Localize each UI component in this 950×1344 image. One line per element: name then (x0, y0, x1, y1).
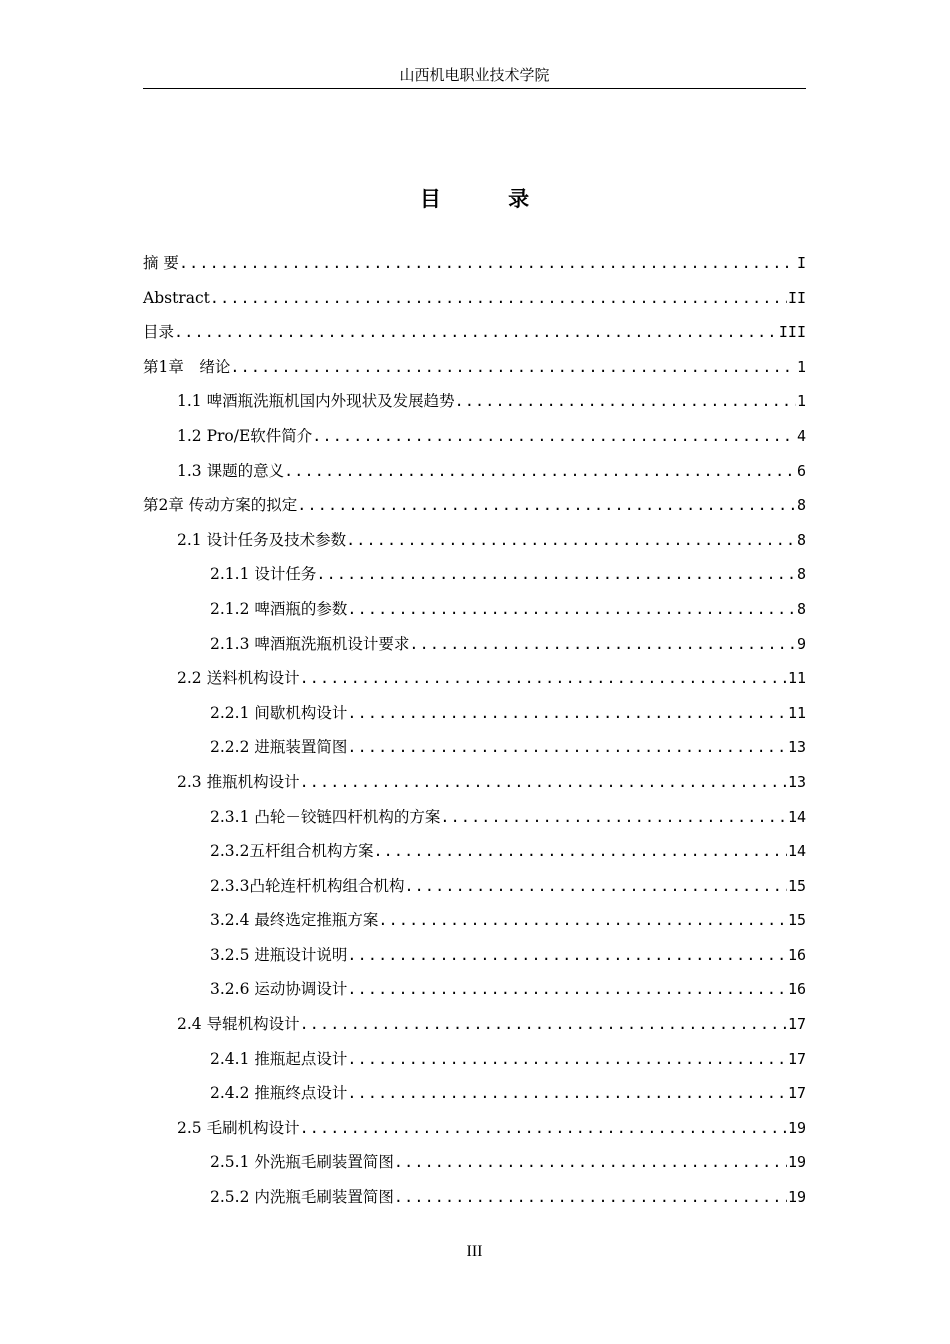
toc-entry-page-number: 16 (787, 980, 806, 999)
toc-entry[interactable] (143, 1076, 806, 1111)
toc-dot-leader (316, 557, 796, 592)
toc-entry-page-number: II (787, 288, 806, 307)
toc-entry[interactable] (143, 384, 806, 419)
toc-entry-title: 2.5.2 内洗瓶毛刷装置简图 (210, 1188, 394, 1207)
toc-entry-title: 第2章 传动方案的拟定 (143, 496, 298, 515)
toc-entry-page-number: 13 (787, 772, 806, 791)
toc-entry-title: Abstract (143, 288, 210, 307)
toc-entry-title: 2.3.2五杆组合机构方案 (210, 842, 374, 861)
toc-entry-title: 目录 (143, 323, 175, 342)
toc-entry-page-number: 11 (787, 669, 806, 688)
toc-dot-leader (347, 696, 787, 731)
toc-entry[interactable] (143, 834, 806, 869)
toc-entry-page-number: 8 (796, 530, 806, 549)
toc-dot-leader (300, 765, 787, 800)
toc-dot-leader (300, 1111, 787, 1146)
toc-entry-page-number: 19 (787, 1153, 806, 1172)
toc-dot-leader (373, 834, 786, 869)
toc-entry[interactable] (143, 869, 806, 904)
toc-entry-title: 3.2.6 运动协调设计 (210, 980, 348, 999)
toc-dot-leader (347, 972, 787, 1007)
toc-entry-title: 2.1 设计任务及技术参数 (177, 530, 347, 549)
toc-dot-leader (300, 661, 787, 696)
toc-dot-leader (455, 384, 796, 419)
toc-entry-page-number: 17 (787, 1015, 806, 1034)
toc-entry-page-number: 15 (787, 876, 806, 895)
toc-entry[interactable] (143, 1007, 806, 1042)
toc-entry-title: 2.3.3凸轮连杆机构组合机构 (210, 876, 405, 895)
toc-entry-title: 2.2 送料机构设计 (177, 669, 300, 688)
running-header (143, 64, 806, 89)
toc-entry-page-number: 6 (796, 461, 806, 480)
toc-dot-leader (440, 800, 787, 835)
toc-dot-leader (347, 938, 787, 973)
toc-dot-leader (347, 1076, 787, 1111)
toc-dot-leader (394, 1145, 787, 1180)
page-title: 目 录 (419, 187, 560, 211)
toc-entry[interactable] (143, 661, 806, 696)
toc-entry-title: 第1章 绪论 (143, 357, 231, 376)
toc-entry-title: 2.5.1 外洗瓶毛刷装置简图 (210, 1153, 394, 1172)
toc-entry-page-number: III (778, 323, 806, 342)
toc-entry-page-number: 13 (787, 738, 806, 757)
toc-entry-page-number: 14 (787, 842, 806, 861)
toc-dot-leader (347, 592, 796, 627)
toc-dot-leader (409, 627, 796, 662)
toc-entry[interactable] (143, 350, 806, 385)
toc-entry-page-number: 1 (796, 357, 806, 376)
toc-dot-leader (230, 350, 796, 385)
toc-entry-page-number: 16 (787, 945, 806, 964)
toc-dot-leader (210, 281, 787, 316)
toc-entry[interactable] (143, 281, 806, 316)
toc-entry[interactable] (143, 1145, 806, 1180)
toc-entry-page-number: 1 (796, 392, 806, 411)
toc-dot-leader (346, 523, 796, 558)
toc-entry-title: 摘 要 (143, 254, 179, 272)
toc-entry[interactable] (143, 1042, 806, 1077)
toc-entry-page-number: 8 (796, 599, 806, 618)
toc-dot-leader (347, 730, 787, 765)
toc-dot-leader (179, 246, 796, 281)
header-institution: 山西机电职业技术学院 (399, 66, 550, 84)
toc-dot-leader (297, 488, 796, 523)
toc-entry-title: 3.2.4 最终选定推瓶方案 (210, 911, 379, 930)
page-footer (143, 1243, 806, 1261)
toc-entry-page-number: 9 (796, 634, 806, 653)
toc-dot-leader (394, 1180, 787, 1215)
toc-entry-title: 2.1.3 啤酒瓶洗瓶机设计要求 (210, 634, 410, 653)
toc-entry-title: 2.2.2 进瓶装置简图 (210, 738, 348, 757)
toc-entry[interactable] (143, 730, 806, 765)
toc-entry-page-number: 15 (787, 911, 806, 930)
toc-entry[interactable] (143, 1180, 806, 1215)
toc-entry[interactable] (143, 592, 806, 627)
toc-entry-title: 2.1.2 啤酒瓶的参数 (210, 599, 348, 618)
toc-entry-page-number: 8 (796, 496, 806, 515)
toc-entry[interactable] (143, 315, 806, 350)
toc-dot-leader (300, 1007, 787, 1042)
toc-entry-page-number: I (796, 254, 806, 272)
toc-dot-leader (404, 869, 786, 904)
toc-entry[interactable] (143, 765, 806, 800)
toc-entry-title: 2.4.2 推瓶终点设计 (210, 1084, 348, 1103)
toc-entry-title: 2.4.1 推瓶起点设计 (210, 1049, 348, 1068)
toc-entry-page-number: 19 (787, 1118, 806, 1137)
toc-entry-title: 2.3 推瓶机构设计 (177, 772, 300, 791)
toc-entry[interactable] (143, 627, 806, 662)
toc-entry-title: 3.2.5 进瓶设计说明 (210, 945, 348, 964)
toc-dot-leader (378, 903, 787, 938)
table-of-contents (143, 246, 806, 1215)
footer-page-number: III (466, 1243, 483, 1260)
toc-entry[interactable] (143, 1111, 806, 1146)
toc-entry-page-number: 4 (796, 426, 806, 445)
toc-entry[interactable] (143, 938, 806, 973)
toc-entry[interactable] (143, 523, 806, 558)
toc-dot-leader (312, 419, 796, 454)
toc-entry[interactable] (143, 696, 806, 731)
toc-entry-title: 1.3 课题的意义 (177, 461, 285, 480)
toc-entry-page-number: 19 (787, 1188, 806, 1207)
toc-entry[interactable] (143, 972, 806, 1007)
toc-entry[interactable] (143, 454, 806, 489)
toc-entry-title: 2.1.1 设计任务 (210, 565, 317, 584)
toc-entry[interactable] (143, 488, 806, 523)
toc-entry-page-number: 17 (787, 1049, 806, 1068)
toc-entry-title: 1.2 Pro/E软件简介 (177, 426, 313, 445)
toc-entry-title: 2.5 毛刷机构设计 (177, 1118, 300, 1137)
toc-entry-page-number: 14 (787, 807, 806, 826)
toc-entry[interactable] (143, 419, 806, 454)
toc-entry-title: 2.2.1 间歇机构设计 (210, 703, 348, 722)
toc-dot-leader (347, 1042, 787, 1077)
toc-entry-page-number: 8 (796, 565, 806, 584)
toc-entry[interactable] (143, 903, 806, 938)
toc-entry[interactable] (143, 557, 806, 592)
toc-entry-title: 2.3.1 凸轮－铰链四杆机构的方案 (210, 807, 441, 826)
toc-entry-page-number: 11 (787, 703, 806, 722)
toc-entry-title: 2.4 导辊机构设计 (177, 1015, 300, 1034)
toc-entry[interactable] (143, 800, 806, 835)
toc-entry-page-number: 17 (787, 1084, 806, 1103)
toc-dot-leader (284, 454, 796, 489)
toc-entry[interactable] (143, 246, 806, 281)
toc-dot-leader (174, 315, 778, 350)
toc-entry-title: 1.1 啤酒瓶洗瓶机国内外现状及发展趋势 (177, 392, 455, 411)
